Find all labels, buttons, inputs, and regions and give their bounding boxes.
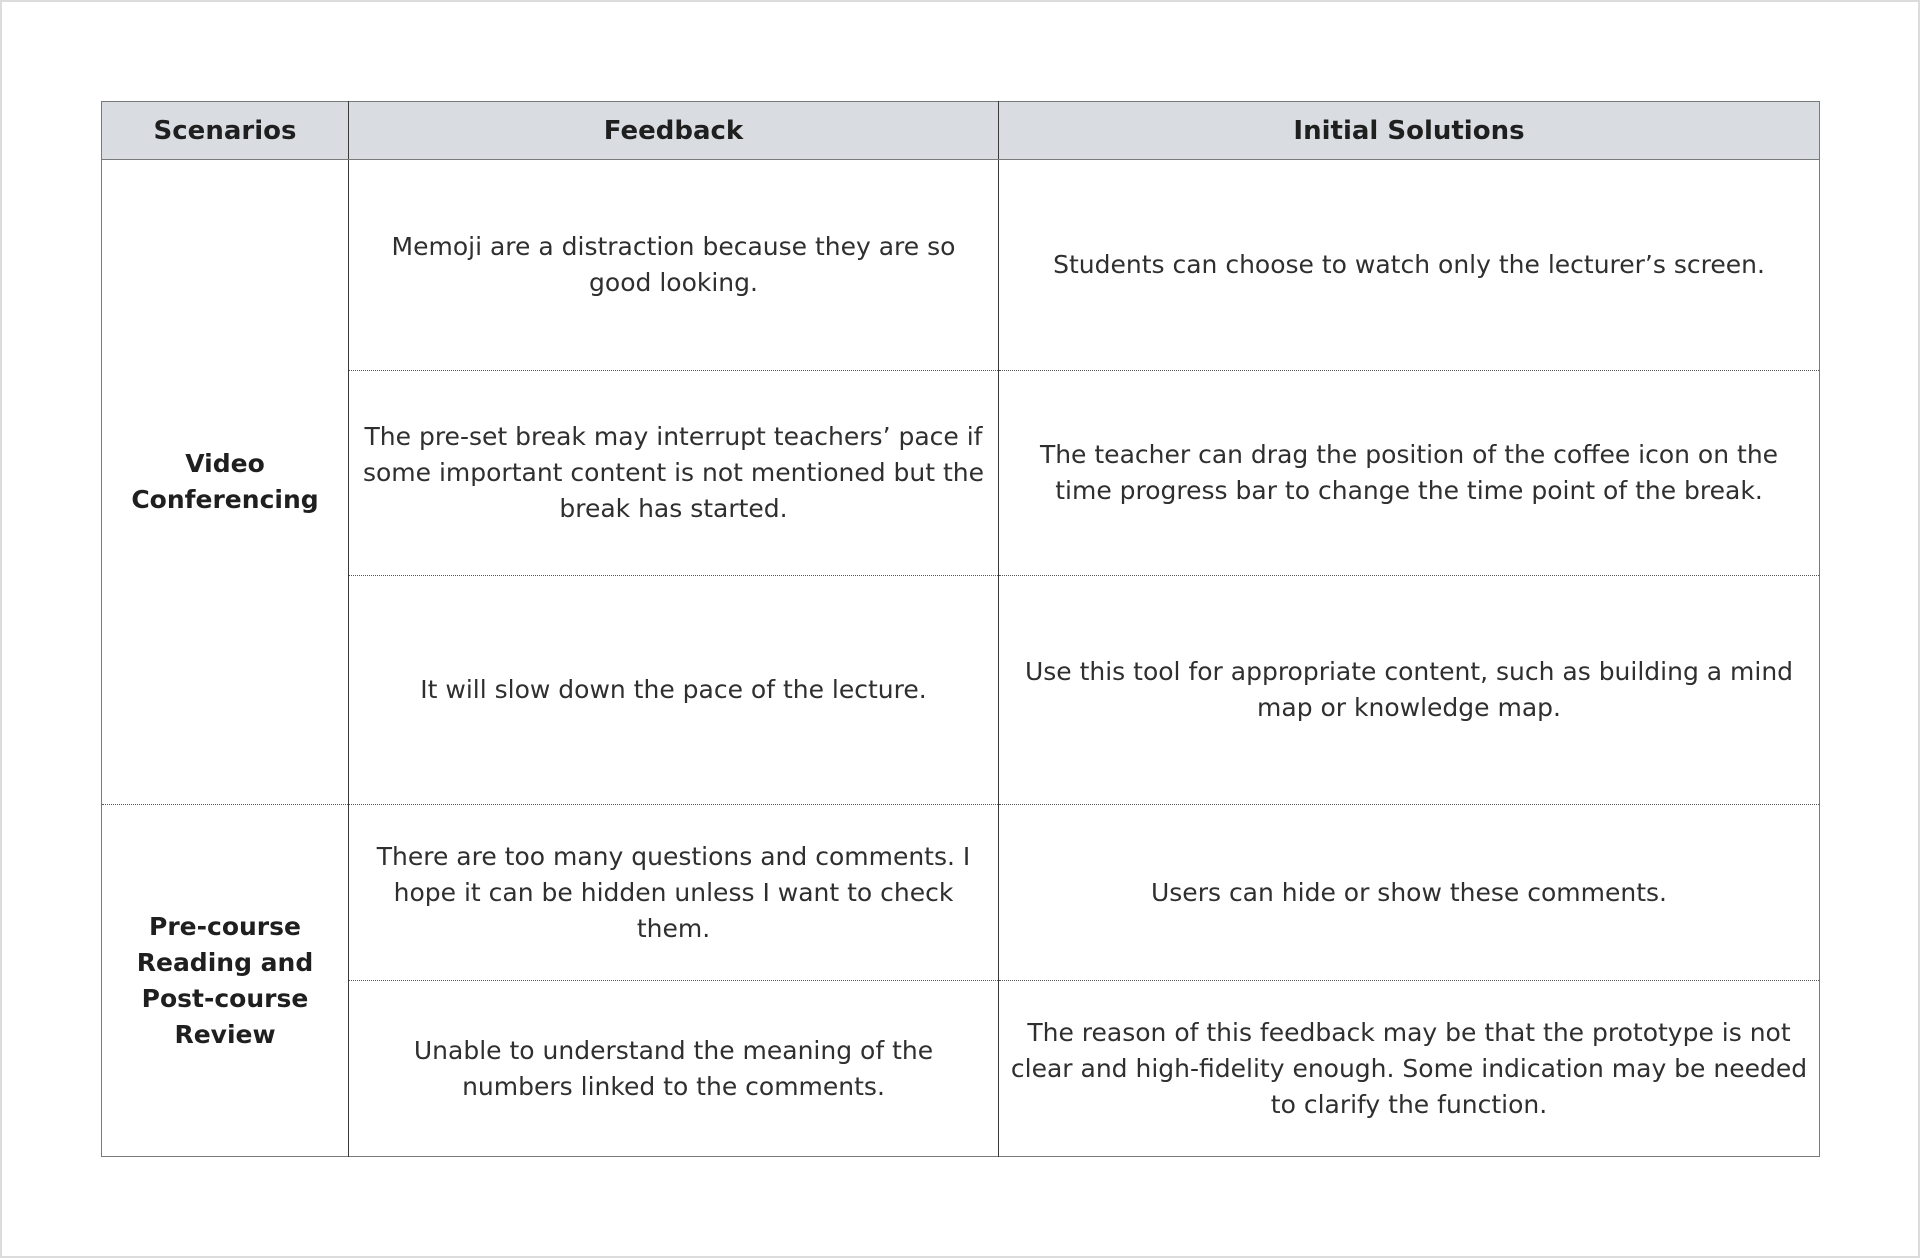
feedback-cell: The pre-set break may interrupt teachers’ pace if some important content is not mentioned but the break has started.: [349, 371, 999, 576]
solution-cell: Users can hide or show these comments.: [999, 805, 1820, 981]
scenario-video-conferencing: Video Conferencing: [102, 160, 349, 805]
feedback-cell: Unable to understand the meaning of the numbers linked to the comments.: [349, 981, 999, 1157]
table-row: [102, 805, 1820, 981]
header-scenarios: Scenarios: [102, 102, 349, 160]
solution-cell: Students can choose to watch only the lecturer’s screen.: [999, 160, 1820, 371]
table-row: [102, 981, 1820, 1157]
header-feedback: Feedback: [349, 102, 999, 160]
feedback-table: [101, 101, 1820, 1157]
header-initial-solutions: Initial Solutions: [999, 102, 1820, 160]
table-row: [102, 576, 1820, 805]
scenario-pre-course-reading: Pre-course Reading and Post-course Review: [102, 805, 349, 1157]
solution-cell: The teacher can drag the position of the coffee icon on the time progress bar to change the time point of the break.: [999, 371, 1820, 576]
feedback-cell: Memoji are a distraction because they are so good looking.: [349, 160, 999, 371]
feedback-cell: There are too many questions and comments. I hope it can be hidden unless I want to check them.: [349, 805, 999, 981]
table-header-row: [102, 102, 1820, 160]
table-row: [102, 160, 1820, 371]
table-row: [102, 371, 1820, 576]
solution-cell: Use this tool for appropriate content, such as building a mind map or knowledge map.: [999, 576, 1820, 805]
feedback-cell: It will slow down the pace of the lecture.: [349, 576, 999, 805]
solution-cell: The reason of this feedback may be that the prototype is not clear and high-fidelity enough. Some indication may be needed to clarify the function.: [999, 981, 1820, 1157]
